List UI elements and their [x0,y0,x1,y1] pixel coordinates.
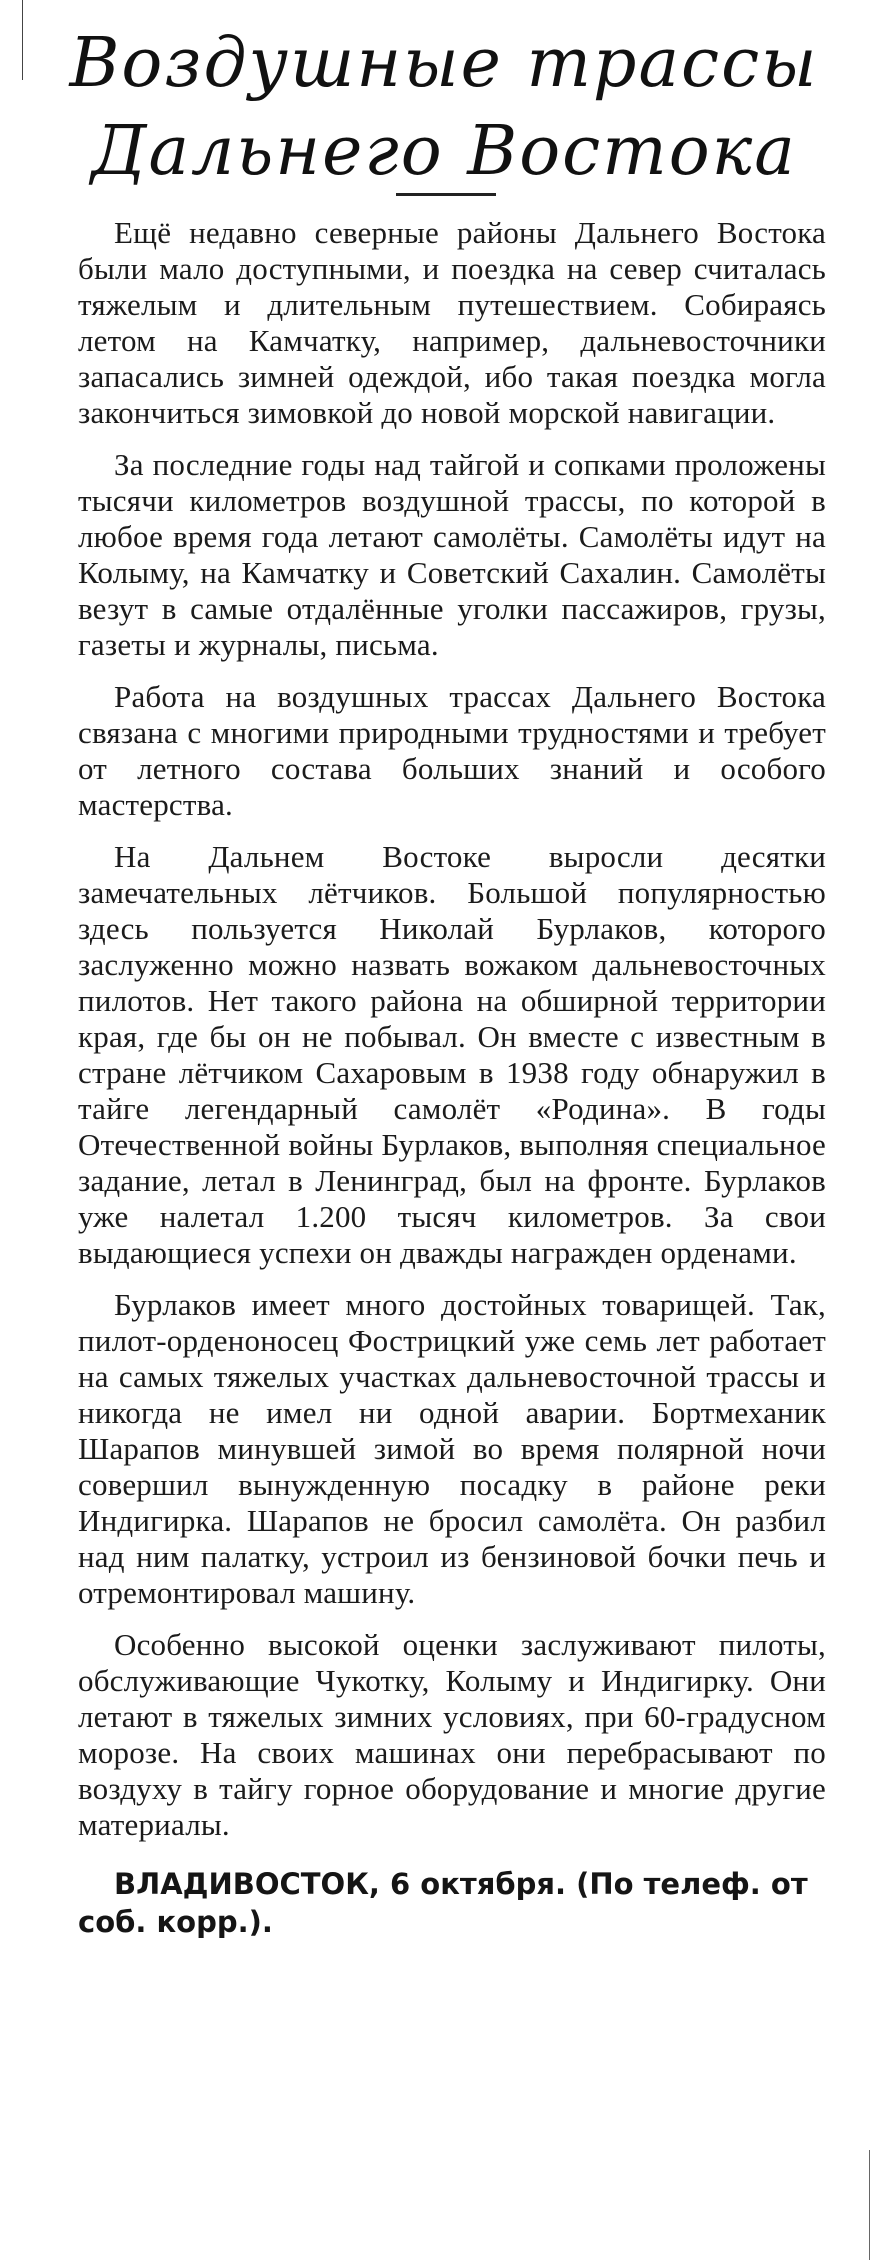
paragraph-6: Особенно высокой оценки заслуживают пилоты, обслуживающие Чукотку, Колыму и Индигирку. Они летают в тяжелых зимних условиях, при 60-градусном морозе. На своих машинах они перебрасывают по воздуху в тайгу горное оборудование и многие другие материалы. [78,1627,826,1842]
headline-divider [396,193,496,196]
paragraph-5: Бурлаков имеет много достойных товарищей. Так, пилот-орденоносец Фострицкий уже семь лет работает на самых тяжелых участках дальневосточной трассы и никогда не имел ни одной аварии. Бортмеханик Шарапов минувшей зимой во время полярной ночи совершил вынужденную посадку в районе реки Индигирка. Шарапов не бросил самолёта. Он разбил над ним палатку, устроил из бензиновой бочки печь и отремонтировал машину. [78,1287,826,1610]
paragraph-2: За последние годы над тайгой и сопками проложены тысячи километров воздушной трассы, по которой в любое время года летают самолёты. Самолёты идут на Колыму, на Камчатку и Советский Сахалин. Самолёты везут в самые отдалённые уголки пассажиров, грузы, газеты и журналы, письма. [78,447,826,662]
paragraph-1: Ещё недавно северные районы Дальнего Востока были мало доступными, и поездка на север считалась тяжелым и длительным путешествием. Собираясь летом на Камчатку, например, дальневосточники запасались зимней одеждой, ибо такая поездка могла закончиться зимовкой до новой морской навигации. [78,215,826,430]
article-body [78,215,826,1941]
headline-line-1: Воздушные трассы [69,24,819,103]
column-rule-right [869,2150,870,2260]
paragraph-4: На Дальнем Востоке выросли десятки замечательных лётчиков. Большой популярностью здесь пользуется Николай Бурлаков, которого заслуженно можно назвать вожаком дальневосточных пилотов. Нет такого района на обширной территории края, где бы он не побывал. Он вместе с известным в стране лётчиком Сахаровым в 1938 году обнаружил в тайге легендарный самолёт «Родина». В годы Отечественной войны Бурлаков, выполняя специальное задание, летал в Ленинград, был на фронте. Бурлаков уже налетал 1.200 тысяч километров. За свои выдающиеся успехи он дважды награжден орденами. [78,839,826,1270]
dateline-signoff: ВЛАДИВОСТОК, 6 октября. (По телеф. от соб. корр.). [78,1867,808,1939]
headline-line-2: Дальнего Востока [91,112,797,191]
paragraph-3: Работа на воздушных трассах Дальнего Востока связана с многими природными трудностями и требует от летного состава больших знаний и особого мастерства. [78,679,826,822]
headline [0,20,888,196]
